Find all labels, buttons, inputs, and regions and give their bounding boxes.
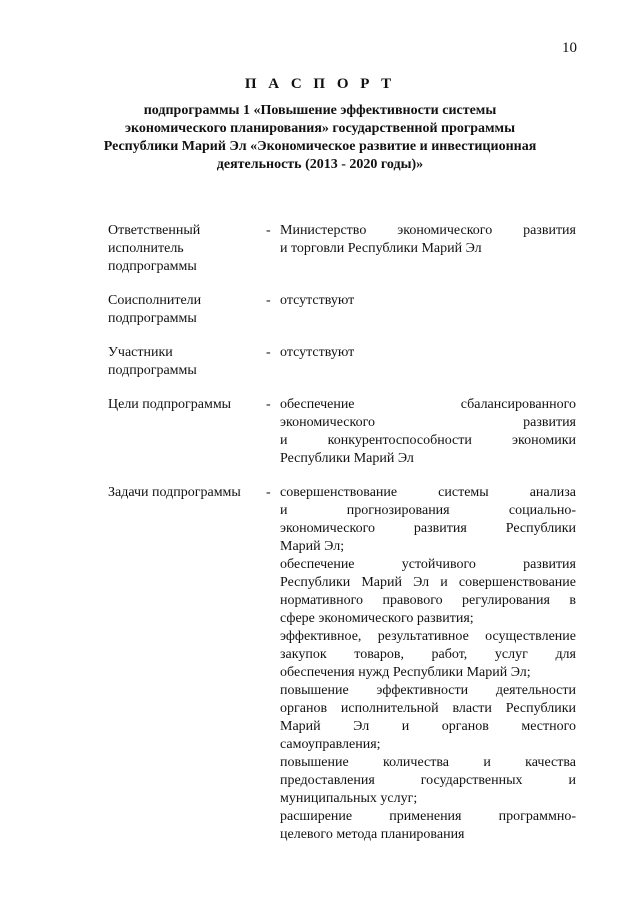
subtitle-line: деятельность (2013 - 2020 годы)»: [216, 157, 424, 172]
row-value-line: Республики Марий Эл: [280, 451, 414, 466]
row-label-line: Ответственный: [108, 223, 201, 238]
row-dash: -: [266, 345, 271, 360]
row-label: [108, 484, 266, 844]
row-label-line: подпрограммы: [108, 311, 197, 326]
row-value: [280, 396, 576, 468]
row-label: [108, 222, 266, 276]
row-value-line: экономического развития: [280, 415, 576, 430]
row-value-line: и конкурентоспособности экономики: [280, 433, 576, 448]
row-dash: -: [266, 223, 271, 238]
page-number: 10: [562, 40, 577, 56]
row-dash: -: [266, 485, 271, 500]
row-value-line: нормативного правового регулирования в: [280, 593, 576, 608]
row-value-line: отсутствуют: [280, 345, 355, 360]
row-value-line: целевого метода планирования: [280, 827, 465, 842]
row-value-line: отсутствуют: [280, 293, 355, 308]
row-label: [108, 292, 266, 328]
row-label-line: Соисполнители: [108, 293, 202, 308]
row-label-line: Участники: [108, 345, 173, 360]
row-value-line: органов исполнительной власти Республики: [280, 701, 576, 716]
row-dash: -: [266, 293, 271, 308]
row-value-line: и торговли Республики Марий Эл: [280, 241, 482, 256]
passport-row: [108, 292, 576, 328]
row-label: [108, 396, 266, 468]
row-value: [280, 484, 576, 844]
row-value-line: сфере экономического развития;: [280, 611, 474, 626]
row-value-line: муниципальных услуг;: [280, 791, 418, 806]
row-value-line: обеспечение устойчивого развития: [280, 557, 576, 572]
row-value-line: обеспечения нужд Республики Марий Эл;: [280, 665, 531, 680]
row-value-line: Республики Марий Эл и совершенствование: [280, 575, 576, 590]
row-value-line: повышение количества и качества: [280, 755, 576, 770]
row-value: [280, 292, 576, 328]
passport-table: [108, 222, 576, 844]
row-value-line: и прогнозирования социально-: [280, 503, 576, 518]
row-label-line: Цели подпрограммы: [108, 397, 232, 412]
passport-row: [108, 344, 576, 380]
row-label-line: подпрограммы: [108, 259, 197, 274]
row-dash: -: [266, 397, 271, 412]
passport-row: [108, 484, 576, 844]
row-value-line: совершенствование системы анализа: [280, 485, 576, 500]
row-value: [280, 344, 576, 380]
row-value-line: расширение применения программно-: [280, 809, 576, 824]
document-title: П А С П О Р Т: [244, 76, 396, 92]
document-subtitle: [0, 102, 640, 174]
row-value-line: эффективное, результативное осуществление: [280, 629, 576, 644]
row-value-line: самоуправления;: [280, 737, 381, 752]
passport-row: [108, 222, 576, 276]
passport-row: [108, 396, 576, 468]
row-label-line: исполнитель: [108, 241, 184, 256]
row-value-line: обеспечение сбалансированного: [280, 397, 576, 412]
row-value-line: предоставления государственных и: [280, 773, 576, 788]
subtitle-line: подпрограммы 1 «Повышение эффективности системы: [143, 103, 497, 118]
row-value-line: повышение эффективности деятельности: [280, 683, 576, 698]
row-value-line: закупок товаров, работ, услуг для: [280, 647, 576, 662]
subtitle-line: экономического планирования» государственной программы: [124, 121, 516, 136]
row-value-line: Марий Эл;: [280, 539, 345, 554]
row-label-line: Задачи подпрограммы: [108, 485, 241, 500]
row-value-line: Марий Эл и органов местного: [280, 719, 576, 734]
row-label-line: подпрограммы: [108, 363, 197, 378]
row-value: [280, 222, 576, 276]
row-value-line: Министерство экономического развития: [280, 223, 576, 238]
row-label: [108, 344, 266, 380]
row-value-line: экономического развития Республики: [280, 521, 576, 536]
subtitle-line: Республики Марий Эл «Экономическое развитие и инвестиционная: [103, 139, 537, 154]
